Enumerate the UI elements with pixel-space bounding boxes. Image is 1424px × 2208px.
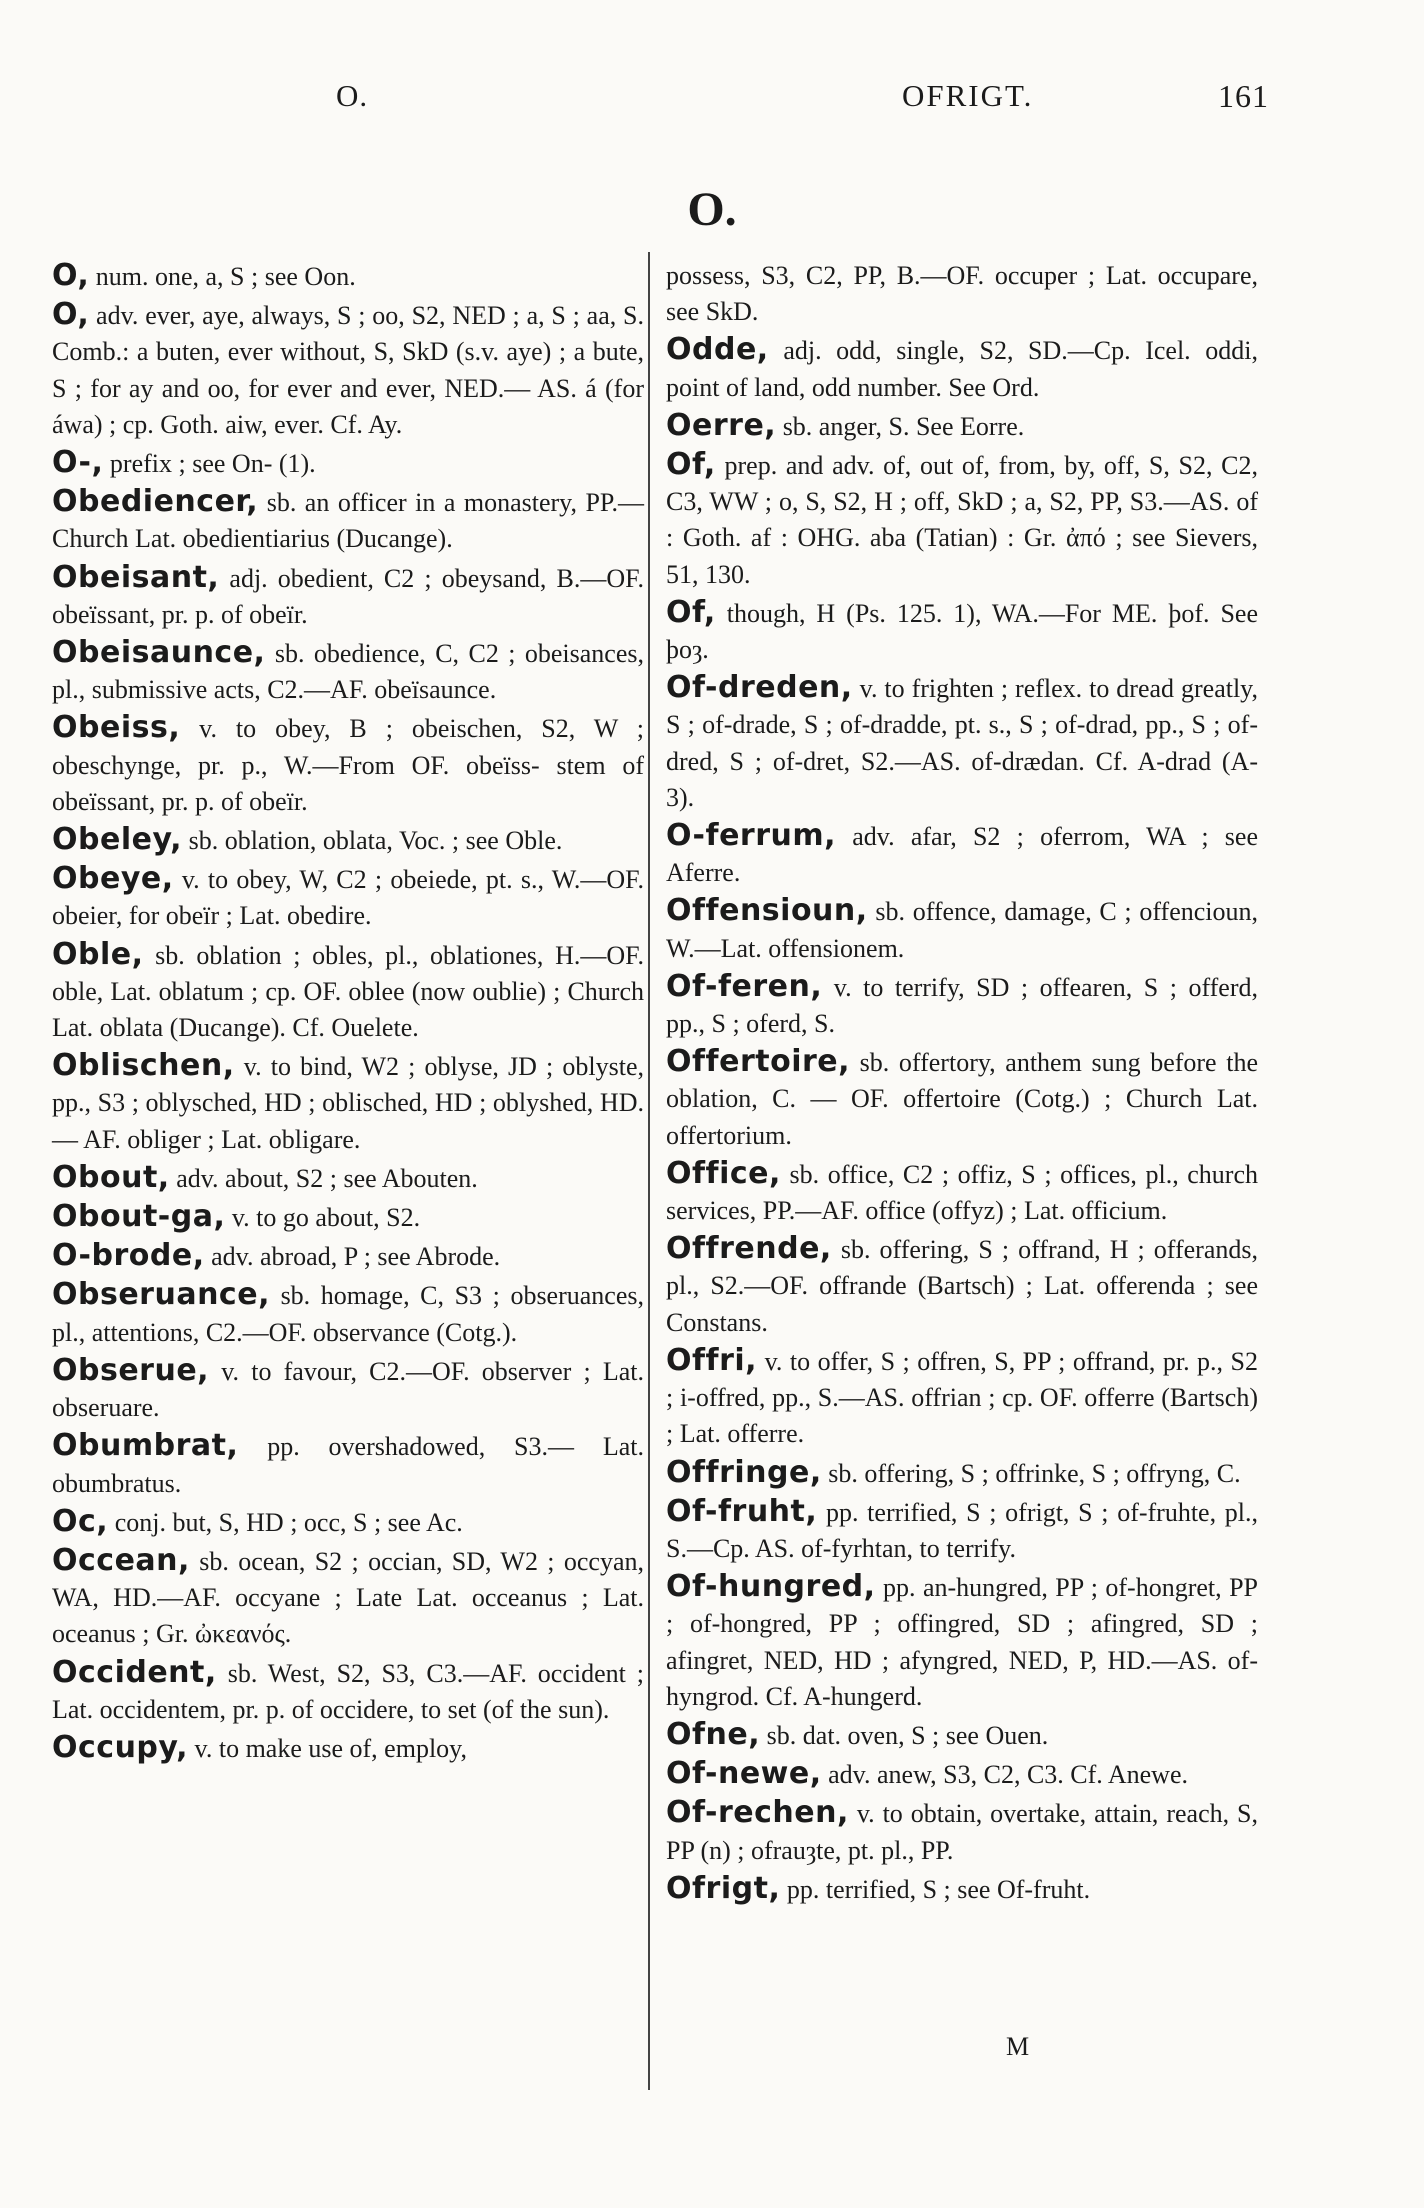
entry-headword: Of-dreden,	[666, 670, 853, 706]
entry-definition: adv. about, S2 ; see Abouten.	[176, 1163, 478, 1193]
entry-headword: Obeye,	[52, 861, 174, 897]
entry-headword: Of-fruht,	[666, 1493, 818, 1529]
entry-headword: Of,	[666, 447, 716, 483]
entry-headword: Of-rechen,	[666, 1795, 849, 1831]
dictionary-entry	[52, 1199, 644, 1236]
entry-headword: Oerre,	[666, 407, 777, 443]
dictionary-entry	[52, 635, 644, 708]
dictionary-entry	[666, 1756, 1258, 1793]
entry-headword: Occean,	[52, 1542, 190, 1578]
dictionary-entry	[666, 1231, 1258, 1341]
entry-definition: sb. West, S2, S3, C3.—AF. occident ; Lat. occidentem, pr. p. of occidere, to set (of the sun).	[52, 1658, 644, 1724]
entry-definition: though, H (Ps. 125. 1), WA.—For ME. þof. See þoȝ.	[666, 598, 1258, 665]
dictionary-entry	[52, 710, 644, 820]
dictionary-entry	[52, 1655, 644, 1728]
entry-definition: adv. anew, S3, C2, C3. Cf. Anewe.	[828, 1760, 1189, 1790]
entry-headword: Obediencer,	[52, 484, 259, 520]
entry-definition: v. to go about, S2.	[231, 1203, 421, 1233]
entry-definition: v. to make use of, employ,	[194, 1733, 467, 1763]
entry-headword: Offensioun,	[666, 893, 868, 929]
column-divider	[648, 252, 650, 2090]
dictionary-entry	[666, 1569, 1258, 1715]
entry-definition: prefix ; see On- (1).	[109, 449, 316, 479]
dictionary-entry	[52, 1428, 644, 1501]
entry-headword: Obseruance,	[52, 1277, 270, 1313]
entry-headword: Offrende,	[666, 1231, 832, 1267]
dictionary-entry	[52, 861, 644, 934]
entry-definition: adv. ever, aye, always, S ; oo, S2, NED ; a, S ; aa, S. Comb.: a buten, ever without, S, SkD (s.v. aye) ; a bute, S ; for ay and oo, for ever and ever, NED.— AS. á (for áwa) ; cp. Goth. aiw, ever. Cf. Ay.	[52, 301, 644, 439]
dictionary-entry	[666, 1044, 1258, 1154]
dictionary-entry	[666, 1717, 1258, 1754]
entry-definition: v. to obey, W, C2 ; obeiede, pt. s., W.—OF. obeier, for obeïr ; Lat. obedire.	[52, 865, 645, 931]
dictionary-entry	[666, 595, 1258, 668]
entry-definition: v. to bind, W2 ; oblyse, JD ; oblyste, pp., S3 ; oblysched, HD ; oblisched, HD ; oblyshed, HD.— AF. obliger ; Lat. obligare.	[52, 1052, 644, 1154]
entry-headword: Obout-ga,	[52, 1199, 226, 1235]
entry-headword: Ofne,	[666, 1716, 761, 1752]
dictionary-entry	[666, 258, 1258, 330]
entry-headword: Offri,	[666, 1342, 758, 1378]
dictionary-entry	[666, 818, 1258, 891]
dictionary-entry	[52, 1160, 644, 1197]
entry-definition: sb. office, C2 ; offiz, S ; offices, pl., church services, PP.—AF. office (offyz) ; Lat. officium.	[666, 1159, 1259, 1226]
dictionary-entry	[52, 1048, 644, 1158]
entry-definition: v. to frighten ; reflex. to dread greatly, S ; of-drade, S ; of-dradde, pt. s., S ; of-drad, pp., S ; of-dred, S ; of-dret, S2.—AS. of-drædan. Cf. A-drad (A- 3).	[666, 674, 1258, 812]
dictionary-entry	[666, 969, 1258, 1042]
entry-definition: pp. terrified, S ; ofrigt, S ; of-fruhte, pl., S.—Cp. AS. of-fyrhtan, to terrify.	[666, 1497, 1259, 1563]
dictionary-entry	[52, 1353, 644, 1426]
entry-headword: O,	[52, 297, 90, 333]
dictionary-entry	[52, 484, 644, 557]
dictionary-entry	[52, 1238, 644, 1275]
dictionary-entry	[666, 1494, 1258, 1567]
dictionary-entry	[666, 1795, 1258, 1868]
entry-definition: sb. offering, S ; offrinke, S ; offryng, C.	[828, 1458, 1241, 1488]
dictionary-entry	[52, 258, 644, 295]
dictionary-entry	[52, 1504, 644, 1541]
entry-headword: O-,	[52, 445, 104, 481]
entry-headword: Occupy,	[52, 1729, 189, 1765]
section-letter-heading: O.	[687, 183, 737, 236]
entry-headword: Oc,	[52, 1503, 109, 1539]
entry-headword: O-brode,	[52, 1238, 205, 1274]
entry-headword: Offringe,	[666, 1454, 822, 1490]
entry-definition: pp. terrified, S ; see Of-fruht.	[786, 1874, 1091, 1904]
entry-headword: Office,	[666, 1155, 781, 1191]
dictionary-entry	[666, 447, 1258, 593]
entry-definition: sb. homage, C, S3 ; obseruances, pl., attentions, C2.—OF. observance (Cotg.).	[52, 1281, 644, 1347]
dictionary-entry	[52, 445, 644, 482]
dictionary-entry	[666, 1156, 1258, 1229]
page-number: 161	[1218, 78, 1269, 114]
entry-definition: pp. overshadowed, S3.— Lat. obumbratus.	[52, 1432, 645, 1498]
entry-headword: Obeiss,	[52, 710, 181, 746]
dictionary-entry	[52, 1543, 644, 1653]
entry-definition: sb. obedience, C, C2 ; obeisances, pl., submissive acts, C2.—AF. obeïsaunce.	[52, 639, 645, 705]
entry-headword: Obumbrat,	[52, 1428, 239, 1464]
dictionary-entry	[52, 822, 644, 859]
entry-headword: Of-hungred,	[666, 1569, 876, 1605]
entry-definition: sb. offence, damage, C ; offencioun, W.—Lat. offensionem.	[666, 897, 1258, 963]
dictionary-entry	[666, 893, 1258, 966]
right-column	[666, 258, 1258, 1910]
entry-definition: sb. anger, S. See Eorre.	[782, 411, 1025, 441]
entry-headword: Of-newe,	[666, 1756, 822, 1792]
entry-headword: Oblischen,	[52, 1048, 235, 1084]
entry-definition: pp. an-hungred, PP ; of-hongret, PP ; of-hongred, PP ; offingred, SD ; afingred, SD ; afingret, NED, HD ; afyngred, NED, P, HD.—AS. of-hyngrod. Cf. A-hungerd.	[666, 1573, 1258, 1711]
entry-definition: prep. and adv. of, out of, from, by, off, S, S2, C2, C3, WW ; o, S, S2, H ; off, SkD ; a, S2, PP, S3.—AS. of : Goth. af : OHG. aba (Tatian) : Gr. ἀπό ; see Sievers, 51, 130.	[666, 451, 1259, 589]
dictionary-entry	[52, 1277, 644, 1350]
entry-definition: adv. afar, S2 ; oferrom, WA ; see Aferre.	[666, 822, 1259, 888]
dictionary-entry	[52, 1730, 644, 1767]
entry-definition: adj. obedient, C2 ; obeysand, B.—OF. obeïssant, pr. p. of obeïr.	[52, 563, 644, 629]
entry-definition: sb. an officer in a monastery, PP.— Church Lat. obedientiarius (Ducange).	[52, 488, 645, 554]
dictionary-entry	[666, 332, 1258, 405]
running-head-title: OFRIGT.	[902, 78, 1034, 113]
entry-definition: adv. abroad, P ; see Abrode.	[211, 1242, 501, 1272]
entry-headword: Ofrigt,	[666, 1870, 781, 1906]
dictionary-entry	[666, 408, 1258, 445]
entry-headword: Oble,	[52, 936, 144, 972]
entry-headword: Odde,	[666, 332, 769, 368]
entry-headword: Of,	[666, 594, 716, 630]
entry-headword: O,	[52, 258, 90, 293]
entry-definition: sb. oblation ; obles, pl., oblationes, H.—OF. oble, Lat. oblatum ; cp. OF. oblee (now oublie) ; Church Lat. oblata (Ducange). Cf. Ouelete.	[52, 940, 645, 1043]
entry-headword: Obeisaunce,	[52, 635, 266, 671]
entry-definition: v. to obey, B ; obeischen, S2, W ; obeschynge, pr. p., W.—From OF. obeïss- stem of obeïssant, pr. p. of obeïr.	[52, 714, 644, 816]
entry-definition: sb. ocean, S2 ; occian, SD, W2 ; occyan, WA, HD.—AF. occyane ; Late Lat. occeanus ; Lat. oceanus ; Gr. ὠκεανός.	[52, 1546, 645, 1649]
entry-definition: adj. odd, single, S2, SD.—Cp. Icel. oddi, point of land, odd number. See Ord.	[666, 336, 1259, 402]
left-column	[52, 258, 644, 1769]
running-head-left: O.	[336, 78, 369, 113]
entry-headword: Obeisant,	[52, 559, 220, 595]
entry-definition: conj. but, S, HD ; occ, S ; see Ac.	[114, 1507, 463, 1537]
entry-definition: v. to obtain, overtake, attain, reach, S, PP (n) ; ofrauȝte, pt. pl., PP.	[666, 1799, 1259, 1865]
dictionary-entry	[52, 297, 644, 443]
entry-headword: Obout,	[52, 1159, 170, 1195]
entry-headword: Obeley,	[52, 822, 183, 858]
entry-definition: sb. offertory, anthem sung before the oblation, C. — OF. offertoire (Cotg.) ; Church Lat. offertorium.	[666, 1048, 1258, 1150]
entry-definition: sb. oblation, oblata, Voc. ; see Oble.	[188, 826, 563, 856]
dictionary-entry	[666, 1871, 1258, 1908]
signature-mark: M	[1006, 2032, 1031, 2061]
entry-headword: Of-feren,	[666, 968, 823, 1004]
dictionary-entry	[666, 670, 1258, 816]
dictionary-entry	[52, 560, 644, 633]
dictionary-entry	[666, 1343, 1258, 1453]
entry-definition: num. one, a, S ; see Oon.	[95, 262, 356, 291]
entry-definition: v. to offer, S ; offren, S, PP ; offrand, pr. p., S2 ; i-offred, pp., S.—AS. offrian ; cp. OF. offerre (Bartsch) ; Lat. offerre.	[666, 1346, 1258, 1449]
dictionary-entry	[52, 937, 644, 1047]
entry-headword: Obserue,	[52, 1352, 210, 1388]
entry-headword: Occident,	[52, 1654, 217, 1690]
dictionary-entry	[666, 1455, 1258, 1492]
entry-definition: v. to favour, C2.—OF. observer ; Lat. obseruare.	[52, 1356, 644, 1423]
entry-definition: v. to terrify, SD ; offearen, S ; offerd, pp., S ; oferd, S.	[666, 972, 1259, 1039]
entry-headword: O-ferrum,	[666, 818, 837, 854]
entry-definition: possess, S3, C2, PP, B.—OF. occuper ; Lat. occupare, see SkD.	[666, 261, 1258, 327]
entry-headword: Offertoire,	[666, 1044, 851, 1080]
entry-definition: sb. offering, S ; offrand, H ; offerands, pl., S2.—OF. offrande (Bartsch) ; Lat. offerenda ; see Constans.	[666, 1235, 1258, 1337]
entry-definition: sb. dat. oven, S ; see Ouen.	[766, 1720, 1049, 1750]
